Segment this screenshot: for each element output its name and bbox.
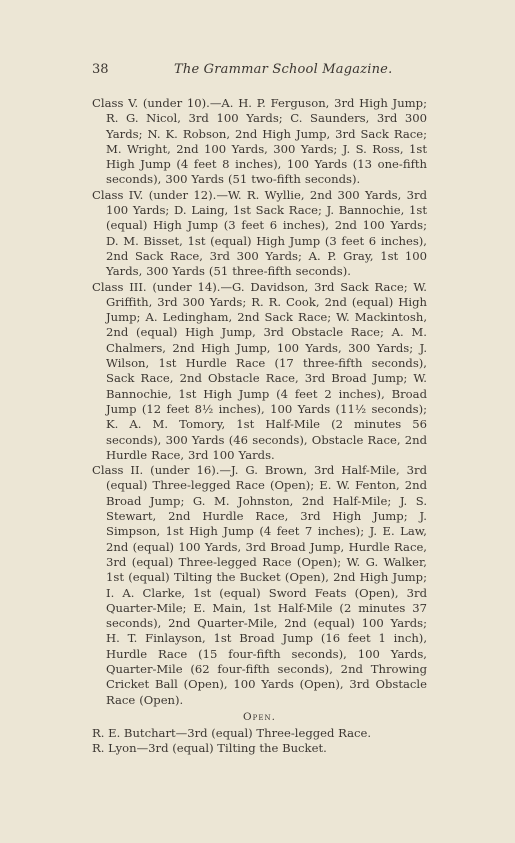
class-v-results: Class V. (under 10).—A. H. P. Ferguson, 3rd High Jump; R. G. Nicol, 3rd 100 Yards; C. Saunders, 3rd 300 Yards; N. K. Robson, 2nd High Jump, 3rd Sack Race; M. Wright, 2nd 100 Yards, 300 Yards; J. S. Ross, 1st High Jump (4 feet 8 inches), 100 Yards (13 one-fifth seconds), 300 Yards (51 two-fifth seconds). — [92, 96, 427, 187]
running-title: The Grammar School Magazine. — [174, 62, 393, 77]
class-ii-results: Class II. (under 16).—J. G. Brown, 3rd Half-Mile, 3rd (equal) Three-legged Race (Open); E. W. Fenton, 2nd Broad Jump; G. M. Johnston, 2nd Half-Mile; J. S. Stewart, 2nd Hurdle Race, 3rd High Jump; J. Simpson, 1st High Jump (4 feet 7 inches); J. E. Law, 2nd (equal) 100 Yards, 3rd Broad Jump, Hurdle Race, 3rd (equal) Three-legged Race (Open); W. G. Walker, 1st (equal) Tilting the Bucket (Open), 2nd High Jump; I. A. Clarke, 1st (equal) Sword Feats (Open), 3rd Quarter-Mile; E. Main, 1st Half-Mile (2 minutes 37 seconds), 2nd Quarter-Mile, 2nd (equal) 100 Yards; H. T. Finlayson, 1st Broad Jump (16 feet 1 inch), Hurdle Race (15 four-fifth seconds), 100 Yards, Quarter-Mile (62 four-fifth seconds), 2nd Throwing Cricket Ball (Open), 100 Yards (Open), 3rd Obstacle Race (Open). — [92, 463, 427, 707]
class-iii-results: Class III. (under 14).—G. Davidson, 3rd Sack Race; W. Griffith, 3rd 300 Yards; R. R. Cook, 2nd (equal) High Jump; A. Ledingham, 2nd Sack Race; W. Mackintosh, 2nd (equal) High Jump, 3rd Obstacle Race; A. M. Chalmers, 2nd High Jump, 100 Yards, 300 Yards; J. Wilson, 1st Hurdle Race (17 three-fifth seconds), Sack Race, 2nd Obstacle Race, 3rd Broad Jump; W. Bannochie, 1st High Jump (4 feet 2 inches), Broad Jump (12 feet 8½ inches), 100 Yards (11½ seconds); K. A. M. Tomory, 1st Half-Mile (2 minutes 56 seconds), 300 Yards (46 seconds), Obstacle Race, 2nd Hurdle Race, 3rd 100 Yards. — [92, 279, 427, 462]
class-iv-results: Class IV. (under 12).—W. R. Wyllie, 2nd 300 Yards, 3rd 100 Yards; D. Laing, 1st Sack Race; J. Bannochie, 1st (equal) High Jump (3 feet 6 inches), 2nd 100 Yards; D. M. Bisset, 1st (equal) High Jump (3 feet 6 inches), 2nd Sack Race, 3rd 300 Yards; A. P. Gray, 1st 100 Yards, 300 Yards (51 three-fifth seconds). — [92, 187, 427, 279]
open-result-line: R. E. Butchart—3rd (equal) Three-legged Race. — [92, 726, 372, 741]
page-header — [92, 62, 427, 78]
article-body — [92, 96, 427, 757]
open-result-line: R. Lyon—3rd (equal) Tilting the Bucket. — [92, 741, 327, 756]
page-number: 38 — [92, 62, 109, 77]
open-section-heading: Open. — [243, 710, 276, 723]
